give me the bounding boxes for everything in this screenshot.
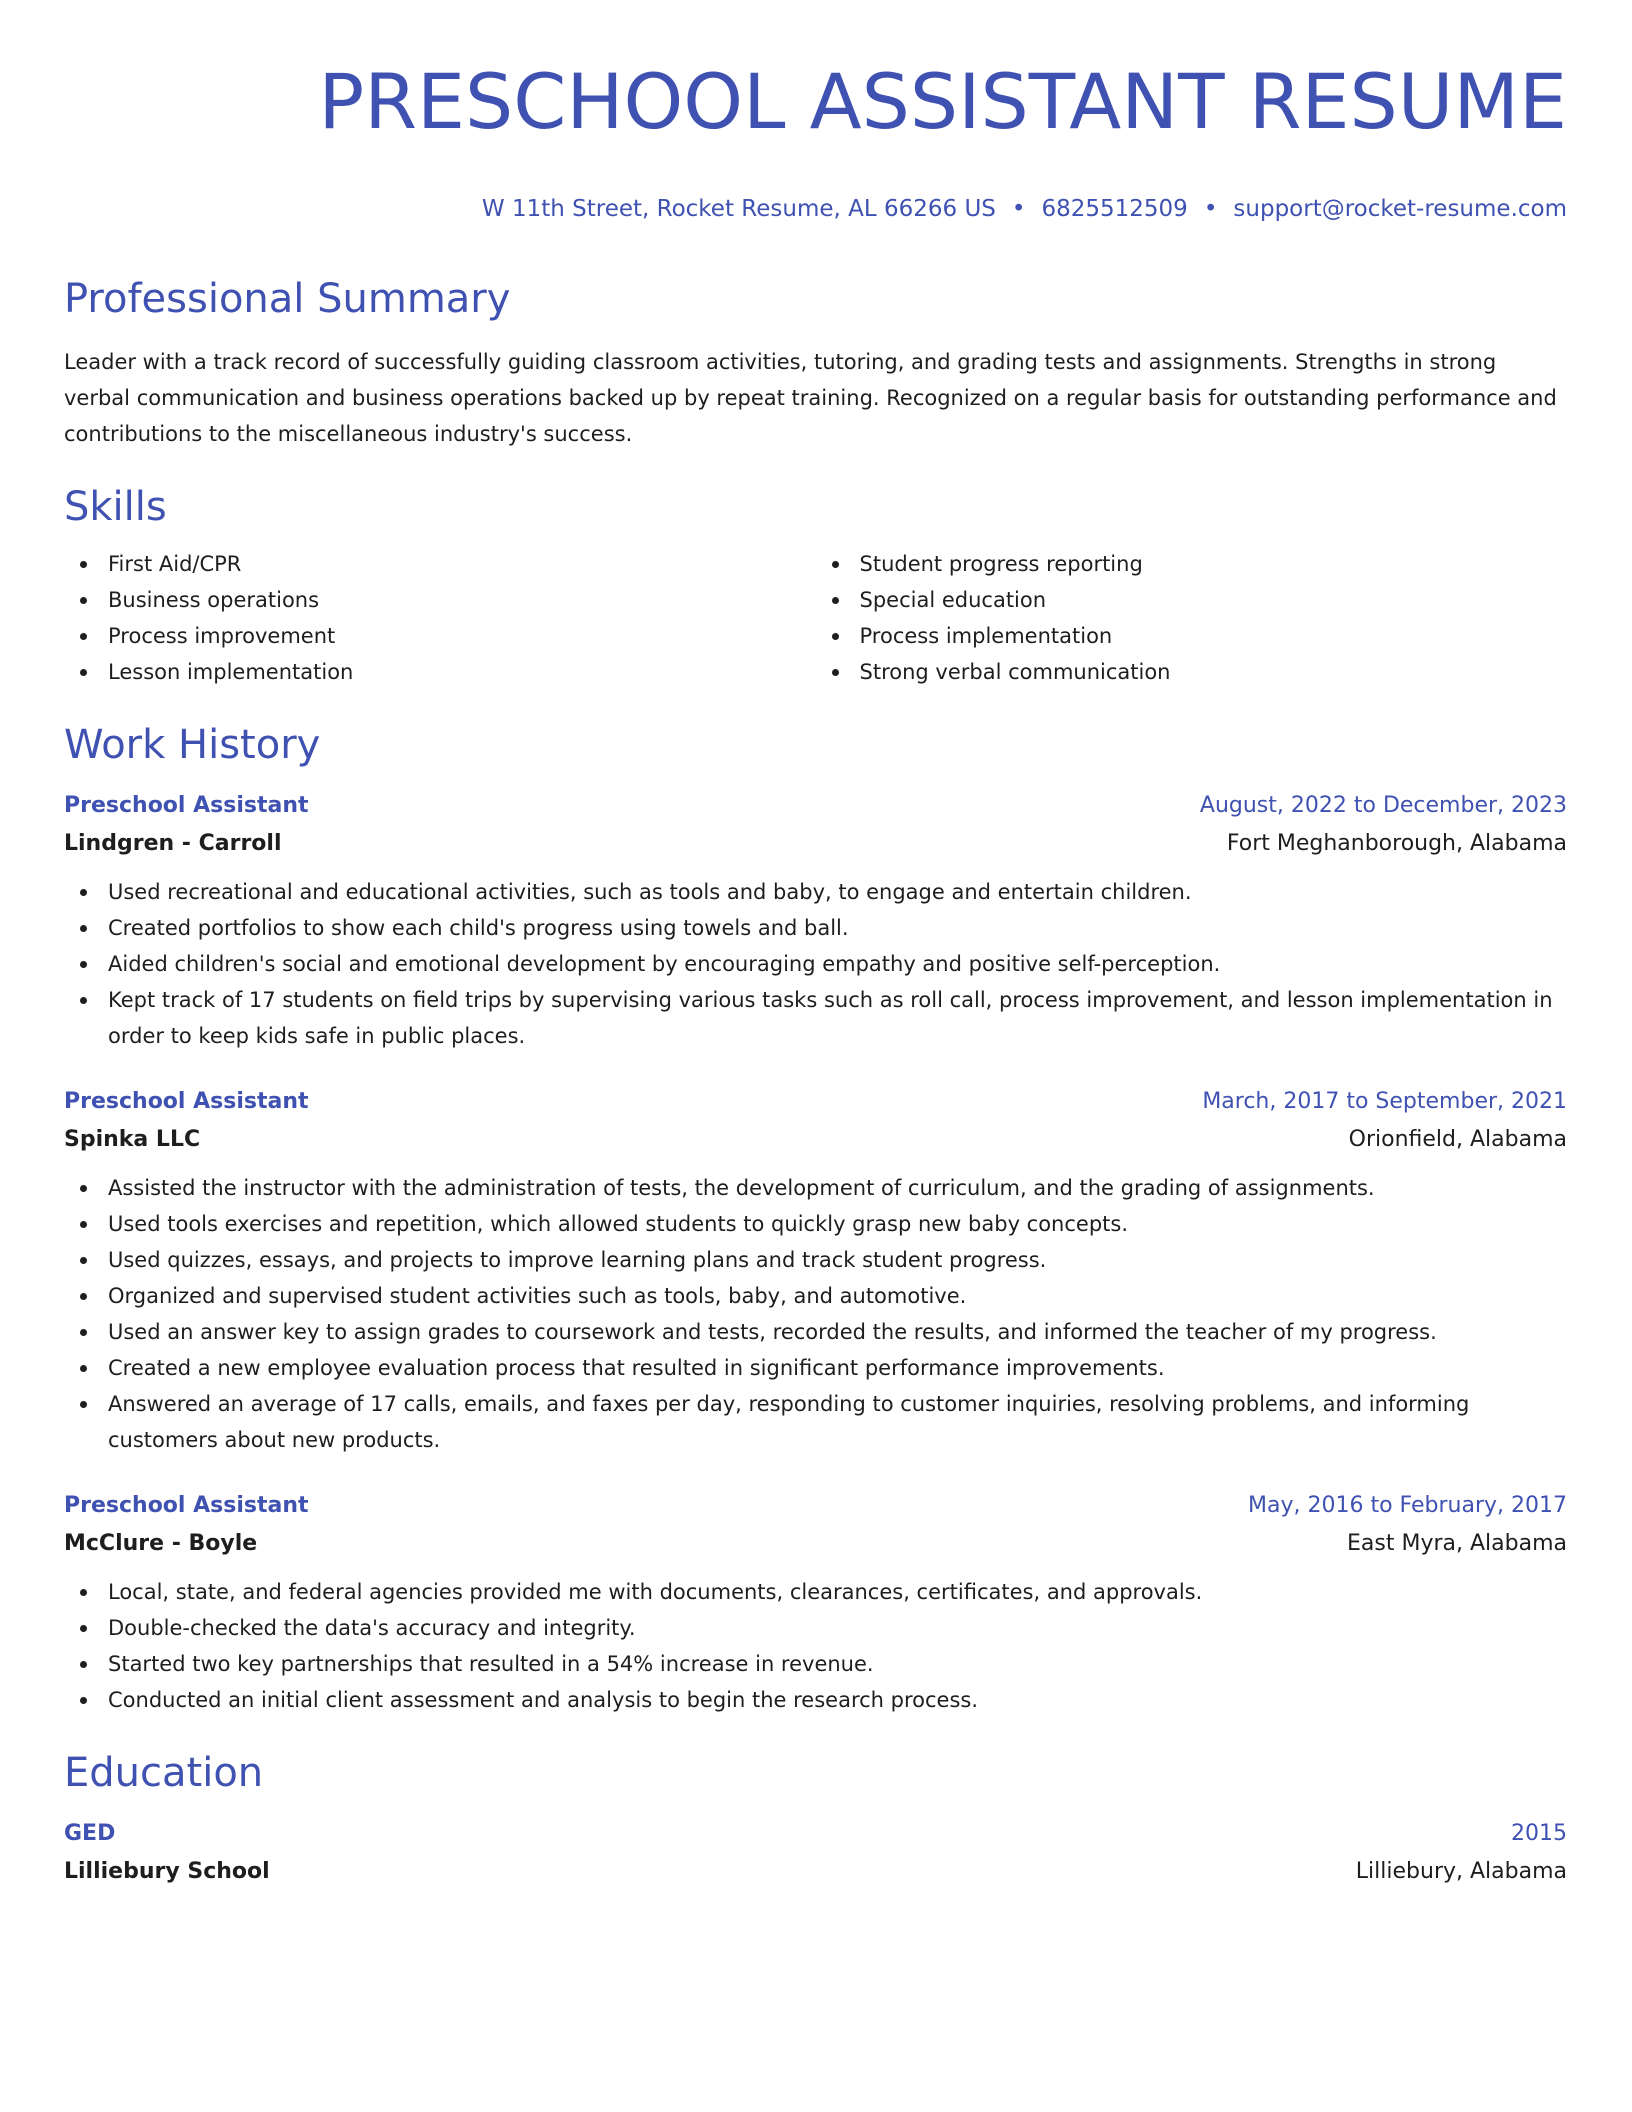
education-entry (64, 1816, 1567, 1892)
summary-heading: Professional Summary (64, 276, 511, 322)
job-bullet: Used tools exercises and repetition, which allowed students to quickly grasp new baby concepts. (64, 1206, 1567, 1242)
job-bullets (64, 874, 1567, 1054)
contact-email: support@rocket-resume.com (1233, 196, 1567, 222)
skill-item: Strong verbal communication (816, 654, 1568, 690)
job-location: Fort Meghanborough, Alabama (1226, 831, 1567, 856)
education-year: 2015 (1511, 1821, 1567, 1846)
job-bullet: Conducted an initial client assessment and analysis to begin the research process. (64, 1682, 1567, 1718)
contact-address: W 11th Street, Rocket Resume, AL 66266 US (481, 196, 996, 222)
job-bullet: Aided children's social and emotional development by encouraging empathy and positive self-perception. (64, 946, 1567, 982)
summary-text: Leader with a track record of successfully guiding classroom activities, tutoring, and grading tests and assignments. Strengths in strong verbal communication and business operations backed up by repeat training. Recognized on a regular basis for outstanding performance and contributions to the miscellaneous industry's success. (64, 350, 1557, 446)
job-dates: March, 2017 to September, 2021 (1202, 1089, 1567, 1114)
job-dates: August, 2022 to December, 2023 (1199, 793, 1567, 818)
job-bullet: Used an answer key to assign grades to coursework and tests, recorded the results, and informed the teacher of my progress. (64, 1314, 1567, 1350)
contact-separator: • (1203, 196, 1218, 222)
job-bullet: Kept track of 17 students on field trips by supervising various tasks such as roll call, process improvement, and lesson implementation in order to keep kids safe in public places. (64, 982, 1567, 1054)
contact-phone: 6825512509 (1041, 196, 1188, 222)
job-bullet: Used recreational and educational activities, such as tools and baby, to engage and entertain children. (64, 874, 1567, 910)
job-bullet: Created a new employee evaluation process that resulted in significant performance improvements. (64, 1350, 1567, 1386)
job-company: McClure - Boyle (64, 1531, 258, 1556)
job-bullet: Organized and supervised student activities such as tools, baby, and automotive. (64, 1278, 1567, 1314)
job-bullet: Created portfolios to show each child's progress using towels and ball. (64, 910, 1567, 946)
job-entry (64, 788, 1567, 1054)
job-entry (64, 1084, 1567, 1458)
work-history-heading: Work History (64, 722, 321, 768)
job-location: East Myra, Alabama (1347, 1531, 1567, 1556)
education-location: Lilliebury, Alabama (1355, 1859, 1567, 1884)
resume-page (64, 52, 1567, 1892)
education-school: Lilliebury School (64, 1859, 270, 1884)
job-dates: May, 2016 to February, 2017 (1248, 1493, 1567, 1518)
job-company: Lindgren - Carroll (64, 831, 282, 856)
job-bullet: Double-checked the data's accuracy and integrity. (64, 1610, 1567, 1646)
job-role: Preschool Assistant (64, 1089, 309, 1114)
skills-column-left (64, 546, 816, 690)
job-bullet: Local, state, and federal agencies provided me with documents, clearances, certificates, and approvals. (64, 1574, 1567, 1610)
job-bullets (64, 1574, 1567, 1718)
skill-item: Process improvement (64, 618, 816, 654)
contact-separator: • (1011, 196, 1026, 222)
skills-column-right (816, 546, 1568, 690)
job-bullet: Answered an average of 17 calls, emails, and faxes per day, responding to customer inquiries, resolving problems, and informing customers about new products. (64, 1386, 1567, 1458)
skills-heading: Skills (64, 484, 167, 530)
page-title: PRESCHOOL ASSISTANT RESUME (318, 57, 1567, 146)
job-bullets (64, 1170, 1567, 1458)
job-entry (64, 1488, 1567, 1718)
job-location: Orionfield, Alabama (1348, 1127, 1567, 1152)
skill-item: Process implementation (816, 618, 1568, 654)
job-role: Preschool Assistant (64, 1493, 309, 1518)
education-heading: Education (64, 1750, 264, 1796)
job-bullet: Assisted the instructor with the administration of tests, the development of curriculum, and the grading of assignments. (64, 1170, 1567, 1206)
job-bullet: Started two key partnerships that resulted in a 54% increase in revenue. (64, 1646, 1567, 1682)
contact-line (64, 194, 1567, 224)
job-bullet: Used quizzes, essays, and projects to improve learning plans and track student progress. (64, 1242, 1567, 1278)
job-company: Spinka LLC (64, 1127, 201, 1152)
skill-item: Special education (816, 582, 1568, 618)
skill-item: Student progress reporting (816, 546, 1568, 582)
skills-list (64, 546, 1567, 690)
skill-item: First Aid/CPR (64, 546, 816, 582)
skill-item: Lesson implementation (64, 654, 816, 690)
job-role: Preschool Assistant (64, 793, 309, 818)
skill-item: Business operations (64, 582, 816, 618)
education-degree: GED (64, 1821, 116, 1846)
